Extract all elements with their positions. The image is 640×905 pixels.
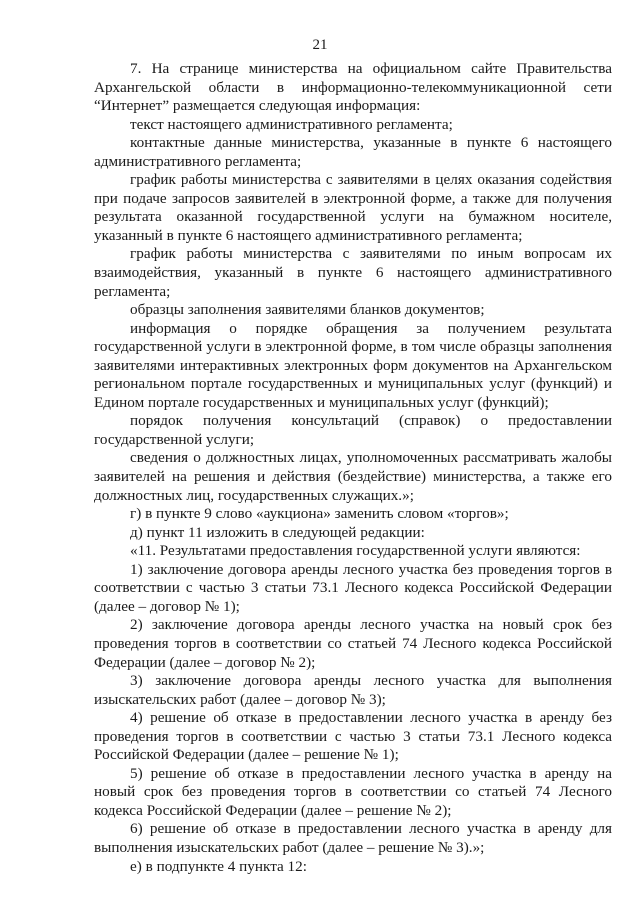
paragraph-12: «11. Результатами предоставления государственной услуги являются:	[130, 542, 581, 560]
paragraph-10: г) в пункте 9 слово «аукциона» заменить словом «торгов»;	[130, 505, 509, 523]
paragraph-19: е) в подпункте 4 пункта 12:	[130, 857, 307, 875]
page-number: 21	[312, 37, 328, 53]
paragraph-18: 6) решение об отказе в предоставлении лесного участка в аренду для выполнения изыскательских работ (далее – решение № 3).»;	[94, 820, 612, 856]
paragraph-8: порядок получения консультаций (справок) о предоставлении государственной услуги;	[94, 412, 612, 448]
paragraph-5: график работы министерства с заявителями по иным вопросам их взаимодействия, указанный в пункте 6 настоящего административного регламента;	[94, 245, 612, 300]
paragraph-11: д) пункт 11 изложить в следующей редакции:	[130, 523, 425, 541]
paragraph-3: контактные данные министерства, указанные в пункте 6 настоящего административного регламента;	[94, 134, 612, 170]
paragraph-14: 2) заключение договора аренды лесного участка на новый срок без проведения торгов в соответствии со статьей 74 Лесного кодекса Российской Федерации (далее – договор № 2);	[94, 616, 612, 671]
paragraph-4: график работы министерства с заявителями в целях оказания содействия при подаче запросов заявителей в электронной форме, а также для получения результата оказанной государственной услуги на бумажном носителе, указанный в пункте 6 настоящего административного регламента;	[94, 171, 612, 244]
paragraph-16: 4) решение об отказе в предоставлении лесного участка в аренду без проведения торгов в соответствии с частью 3 статьи 73.1 Лесного кодекса Российской Федерации (далее – решение № 1);	[94, 709, 612, 764]
paragraph-15: 3) заключение договора аренды лесного участка для выполнения изыскательских работ (далее – договор № 3);	[94, 672, 612, 708]
paragraph-2: текст настоящего административного регламента;	[130, 115, 453, 133]
paragraph-1: 7. На странице министерства на официальном сайте Правительства Архангельской области в информационно-телекоммуникационной сети “Интернет” размещается следующая информация:	[94, 60, 612, 115]
paragraph-17: 5) решение об отказе в предоставлении лесного участка в аренду на новый срок без проведения торгов в соответствии со статьей 74 Лесного кодекса Российской Федерации (далее – решение № 2);	[94, 764, 612, 819]
paragraph-7: информация о порядке обращения за получением результата государственной услуги в электронной форме, в том числе образцы заполнения заявителями интерактивных электронных форм документов на Архангельском региональном портале государственных и муниципальных услуг (функций) и Едином портале государственных и муниципальных услуг (функций);	[94, 319, 612, 411]
paragraph-13: 1) заключение договора аренды лесного участка без проведения торгов в соответствии с частью 3 статьи 73.1 Лесного кодекса Российской Федерации (далее – договор № 1);	[94, 560, 612, 615]
paragraph-9: сведения о должностных лицах, уполномоченных рассматривать жалобы заявителей на решения и действия (бездействие) министерства, а также его должностных лиц, государственных служащих.»;	[94, 449, 612, 504]
paragraph-6: образцы заполнения заявителями бланков документов;	[130, 301, 485, 319]
document-body	[94, 60, 612, 876]
